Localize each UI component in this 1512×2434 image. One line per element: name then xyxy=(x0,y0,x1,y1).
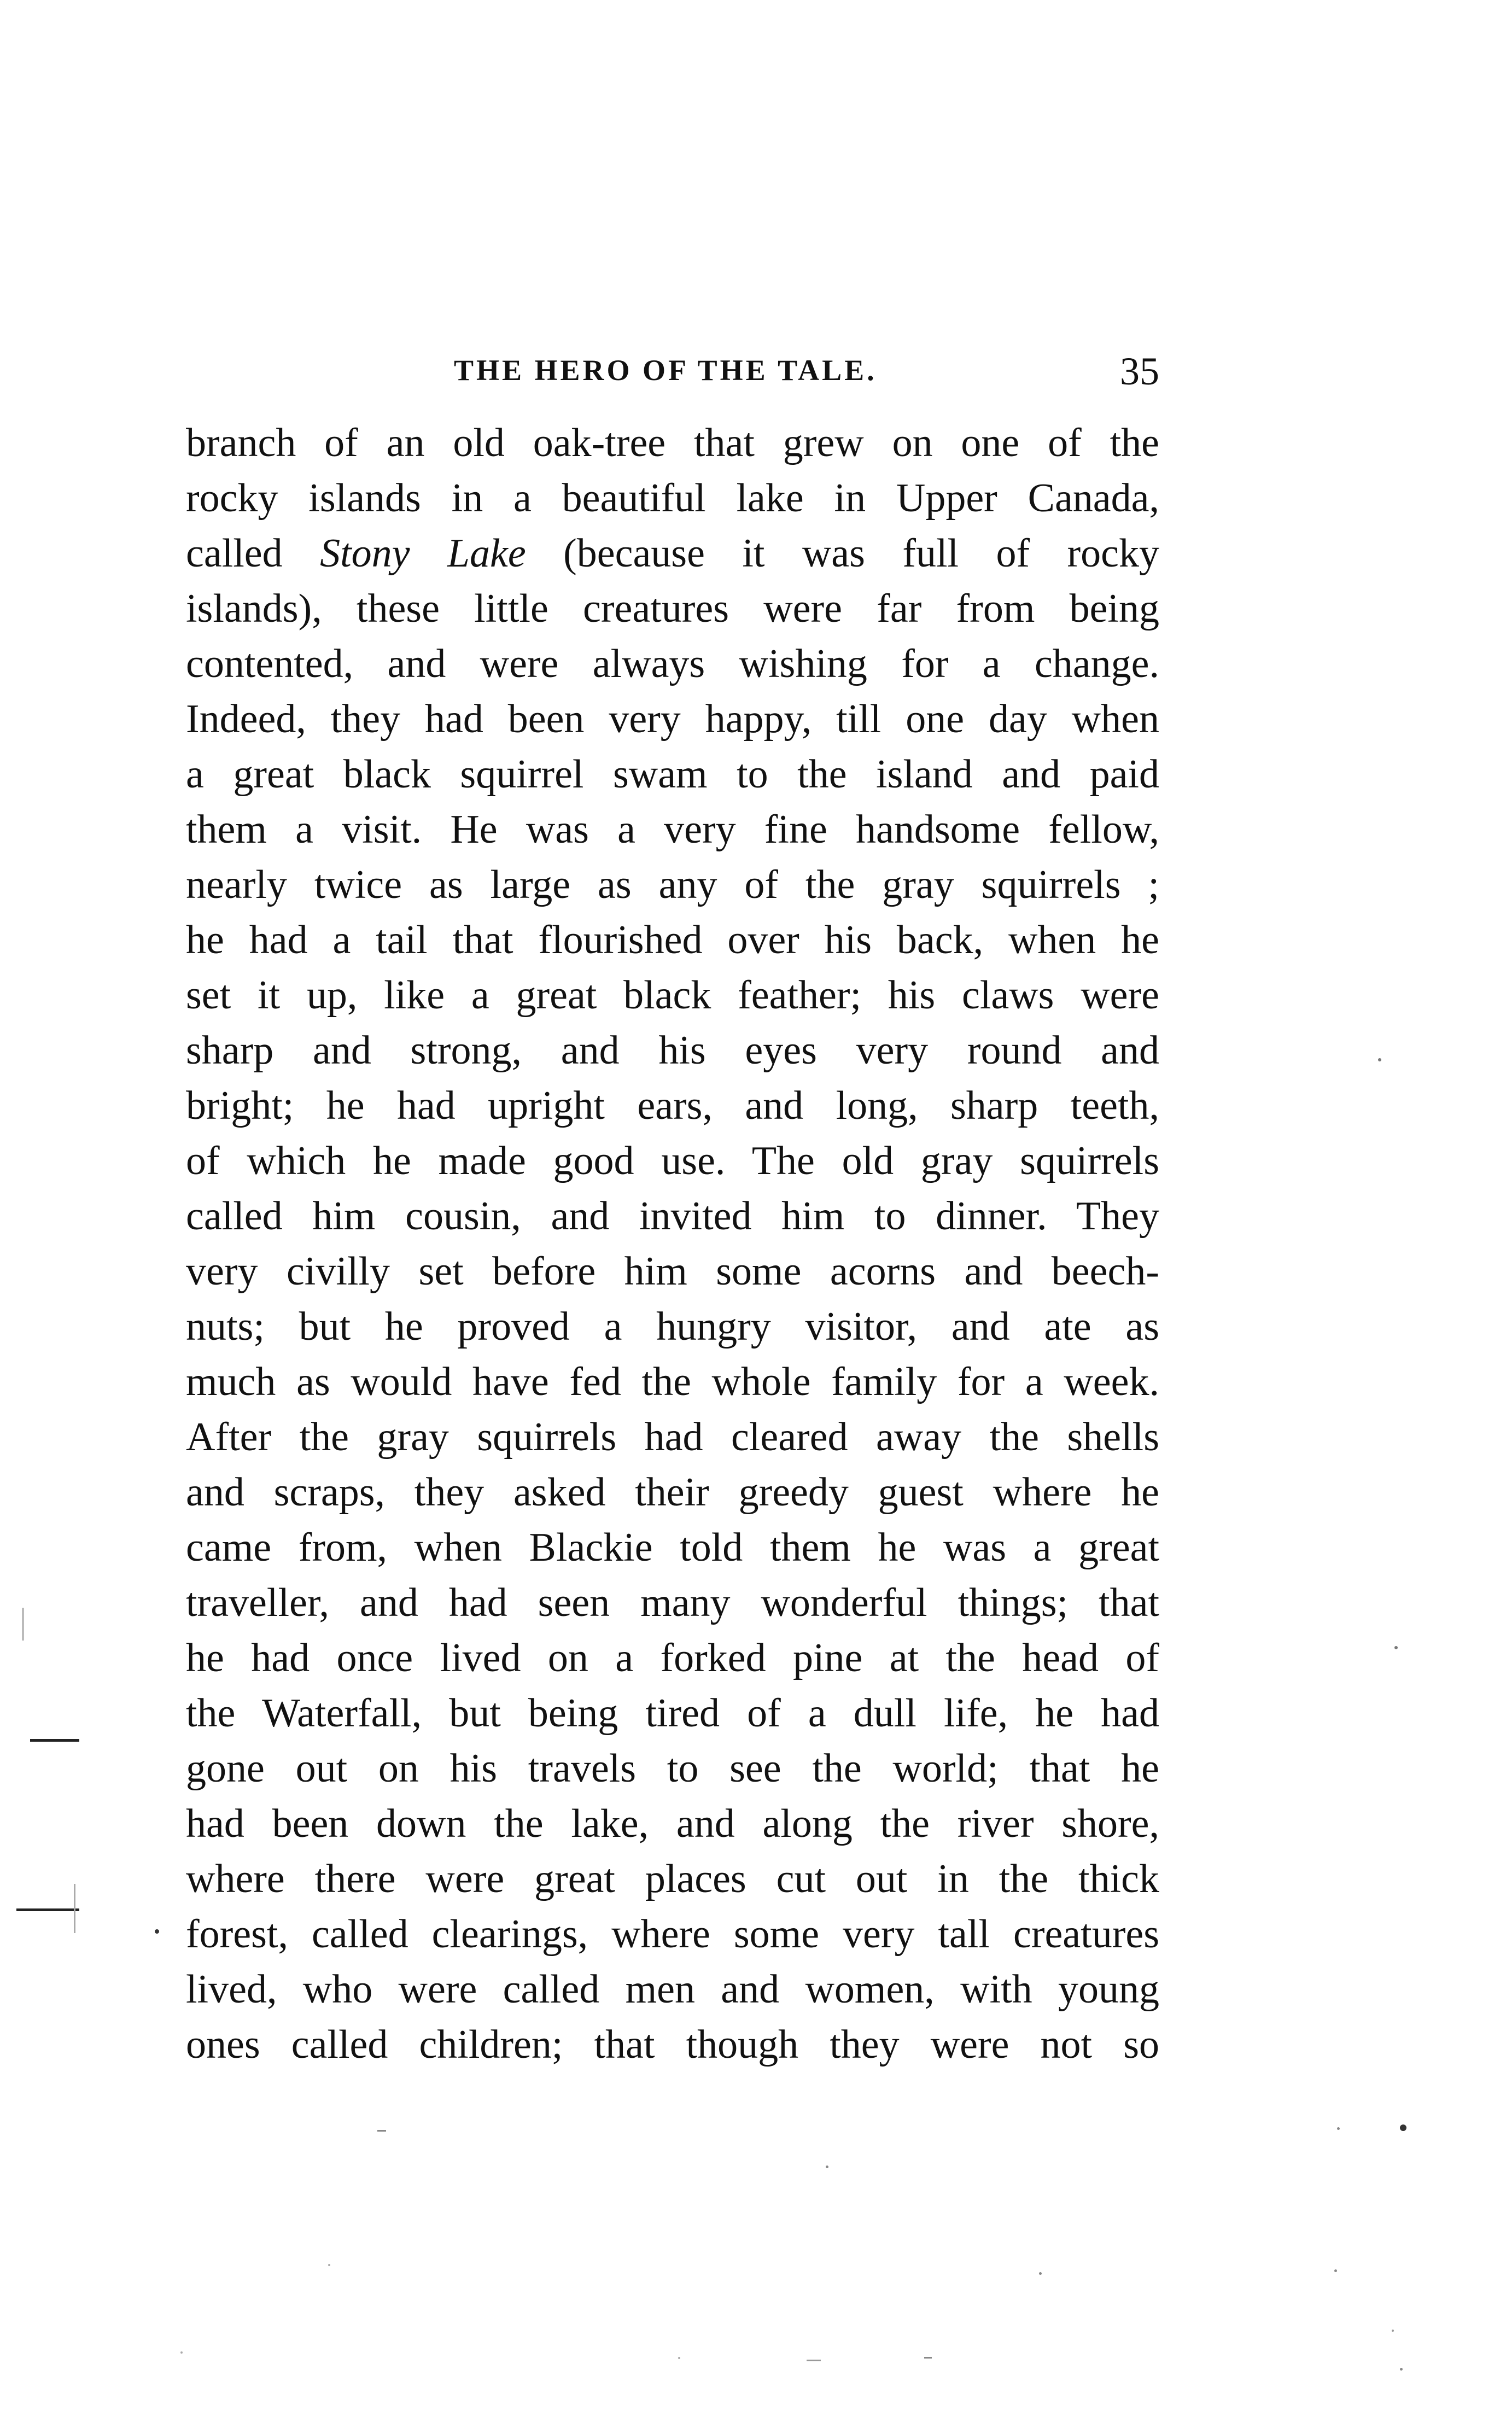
margin-mark xyxy=(22,1608,24,1641)
body-text xyxy=(186,416,1159,2073)
text-segment: called xyxy=(186,531,320,576)
text-line: bright; he had upright ears, and long, sharp teeth, xyxy=(186,1083,1159,1128)
speck xyxy=(1400,2124,1406,2131)
italic-place-name: Stony Lake xyxy=(320,531,526,576)
margin-mark xyxy=(807,2360,821,2361)
speck xyxy=(1394,1646,1398,1649)
running-title: THE HERO OF THE TALE. xyxy=(454,354,877,387)
speck xyxy=(1039,2272,1042,2275)
text-line: much as would have fed the whole family for a week. xyxy=(186,1359,1159,1404)
margin-mark xyxy=(924,2357,932,2359)
text-line: rocky islands in a beautiful lake in Upper Canada, xyxy=(186,476,1159,521)
speck xyxy=(826,2165,828,2168)
text-line: very civilly set before him some acorns and beech- xyxy=(186,1249,1159,1294)
running-head xyxy=(186,349,1159,393)
margin-mark xyxy=(74,1884,75,1933)
speck xyxy=(180,2351,183,2354)
speck xyxy=(1392,2330,1394,2332)
text-line: set it up, like a great black feather; his claws were xyxy=(186,973,1159,1018)
text-line: and scraps, they asked their greedy guest where he xyxy=(186,1470,1159,1515)
text-line: contented, and were always wishing for a change. xyxy=(186,641,1159,686)
speck xyxy=(1337,2127,1340,2130)
text-line: he had a tail that flourished over his back, when he xyxy=(186,918,1159,962)
margin-mark xyxy=(377,2130,386,2132)
speck xyxy=(678,2357,680,2359)
text-line: had been down the lake, and along the river shore, xyxy=(186,1801,1159,1846)
text-line: of which he made good use. The old gray squirrels xyxy=(186,1139,1159,1183)
text-line: traveller, and had seen many wonderful things; that xyxy=(186,1580,1159,1625)
text-line: ones called children; that though they were not so xyxy=(186,2022,1159,2067)
text-line: nuts; but he proved a hungry visitor, and ate as xyxy=(186,1304,1159,1349)
text-segment: (because it was full of rocky xyxy=(526,531,1159,576)
margin-mark xyxy=(30,1739,79,1742)
text-line: lived, who were called men and women, with young xyxy=(186,1967,1159,2012)
margin-mark xyxy=(16,1908,79,1911)
text-line: called him cousin, and invited him to dinner. They xyxy=(186,1194,1159,1239)
text-line: sharp and strong, and his eyes very round and xyxy=(186,1028,1159,1073)
text-line: where there were great places cut out in the thick xyxy=(186,1857,1159,1901)
text-line: After the gray squirrels had cleared away the shells xyxy=(186,1415,1159,1460)
text-line: the Waterfall, but being tired of a dull life, he had xyxy=(186,1691,1159,1736)
speck xyxy=(1400,2368,1403,2371)
speck xyxy=(155,1929,159,1934)
text-line: branch of an old oak-tree that grew on one of the xyxy=(186,421,1159,465)
text-line: them a visit. He was a very fine handsome fellow, xyxy=(186,807,1159,852)
page-number: 35 xyxy=(1120,349,1159,393)
text-line: nearly twice as large as any of the gray squirrels ; xyxy=(186,862,1159,907)
text-line xyxy=(186,526,1159,581)
speck xyxy=(1334,2269,1337,2272)
text-line: came from, when Blackie told them he was a great xyxy=(186,1525,1159,1570)
text-line: gone out on his travels to see the world; that he xyxy=(186,1746,1159,1791)
speck xyxy=(1378,1058,1381,1061)
text-line: forest, called clearings, where some very tall creatures xyxy=(186,1912,1159,1957)
text-line: Indeed, they had been very happy, till one day when xyxy=(186,697,1159,742)
text-line: a great black squirrel swam to the island and paid xyxy=(186,752,1159,797)
text-line: islands), these little creatures were far from being xyxy=(186,586,1159,631)
text-line: he had once lived on a forked pine at the head of xyxy=(186,1636,1159,1680)
speck xyxy=(328,2264,330,2266)
